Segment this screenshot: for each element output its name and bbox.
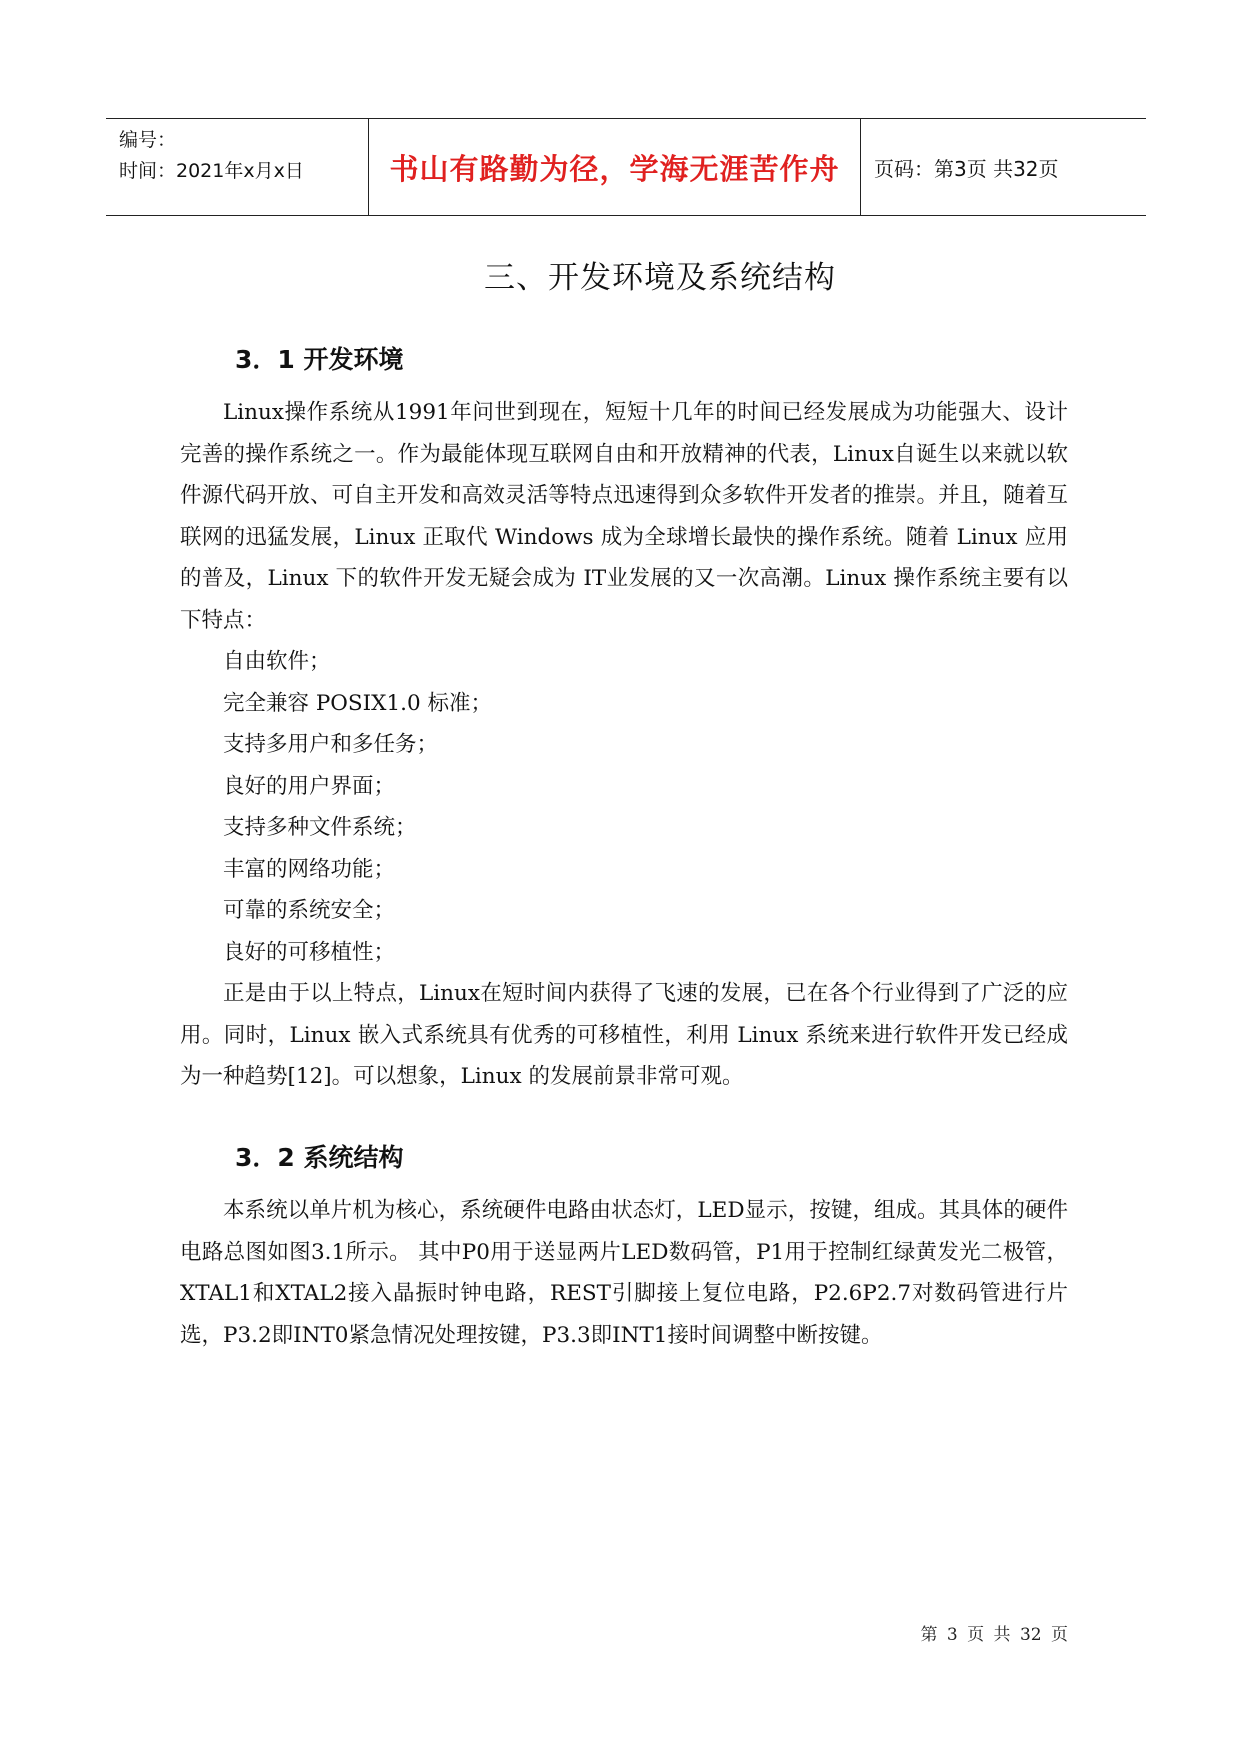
header-number-label: 编号： (119, 129, 177, 151)
system-structure-paragraph: 本系统以单片机为核心，系统硬件电路由状态灯，LED显示，按键，组成。其具体的硬件电路总图如图3.1所示。 其中P0用于送显两片LED数码管，P1用于控制红绿黄发光二极管，XTAL1和XTAL2接入晶振时钟电路，REST引脚接上复位电路，P2.6P2.7对数码管进行片选，P3.2即INT0紧急情况处理按键，P3.3即INT1接时间调整中断按键。 (180, 1198, 1068, 1348)
feature-item: 良好的用户界面； (223, 773, 396, 799)
page-footer: 第 3 页 共 32 页 (920, 1625, 1068, 1645)
feature-item: 完全兼容 POSIX1.0 标准； (223, 690, 492, 716)
chapter-title: 三、开发环境及系统结构 (484, 260, 836, 296)
header-page-code: 页码：第3页 共32页 (874, 156, 1059, 181)
intro-paragraph: Linux操作系统从1991年问世到现在，短短十几年的时间已经发展成为功能强大、设计完善的操作系统之一。作为最能体现互联网自由和开放精神的代表，Linux自诞生以来就以软件源代码开放、可自主开发和高效灵活等特点迅速得到众多软件开发者的推崇。并且，随着互联网的迅猛发展，Linux 正取代 Windows 成为全球增长最快的操作系统。随着 Linux 应用的普及，Linux 下的软件开发无疑会成为 IT业发展的又一次高潮。Linux 操作系统主要有以下特点： (180, 400, 1068, 633)
feature-item: 支持多用户和多任务； (223, 732, 439, 757)
feature-item: 良好的可移植性； (223, 939, 396, 965)
feature-list (180, 641, 1068, 973)
conclusion-paragraph: 正是由于以上特点，Linux在短时间内获得了飞速的发展，已在各个行业得到了广泛的应用。同时，Linux 嵌入式系统具有优秀的可移植性，利用 Linux 系统来进行软件开发已经成为一种趋势[12]。可以想象，Linux 的发展前景非常可观。 (180, 981, 1068, 1089)
feature-item: 自由软件； (223, 649, 331, 674)
feature-item: 支持多种文件系统； (223, 815, 417, 840)
document-header (106, 118, 1146, 216)
feature-item: 丰富的网络功能； (223, 856, 396, 882)
section-heading-system-structure: 3．2 系统结构 (235, 1143, 404, 1172)
feature-item: 可靠的系统安全； (223, 898, 396, 923)
header-motto: 书山有路勤为径，学海无涯苦作舟 (369, 119, 861, 215)
header-meta-cell (106, 119, 369, 215)
section-body-system-structure (180, 1190, 1068, 1356)
section-heading-development-environment: 3．1 开发环境 (235, 345, 404, 374)
header-time-label: 时间：2021年x月x日 (119, 160, 304, 182)
section-body-development-environment (180, 392, 1068, 1098)
